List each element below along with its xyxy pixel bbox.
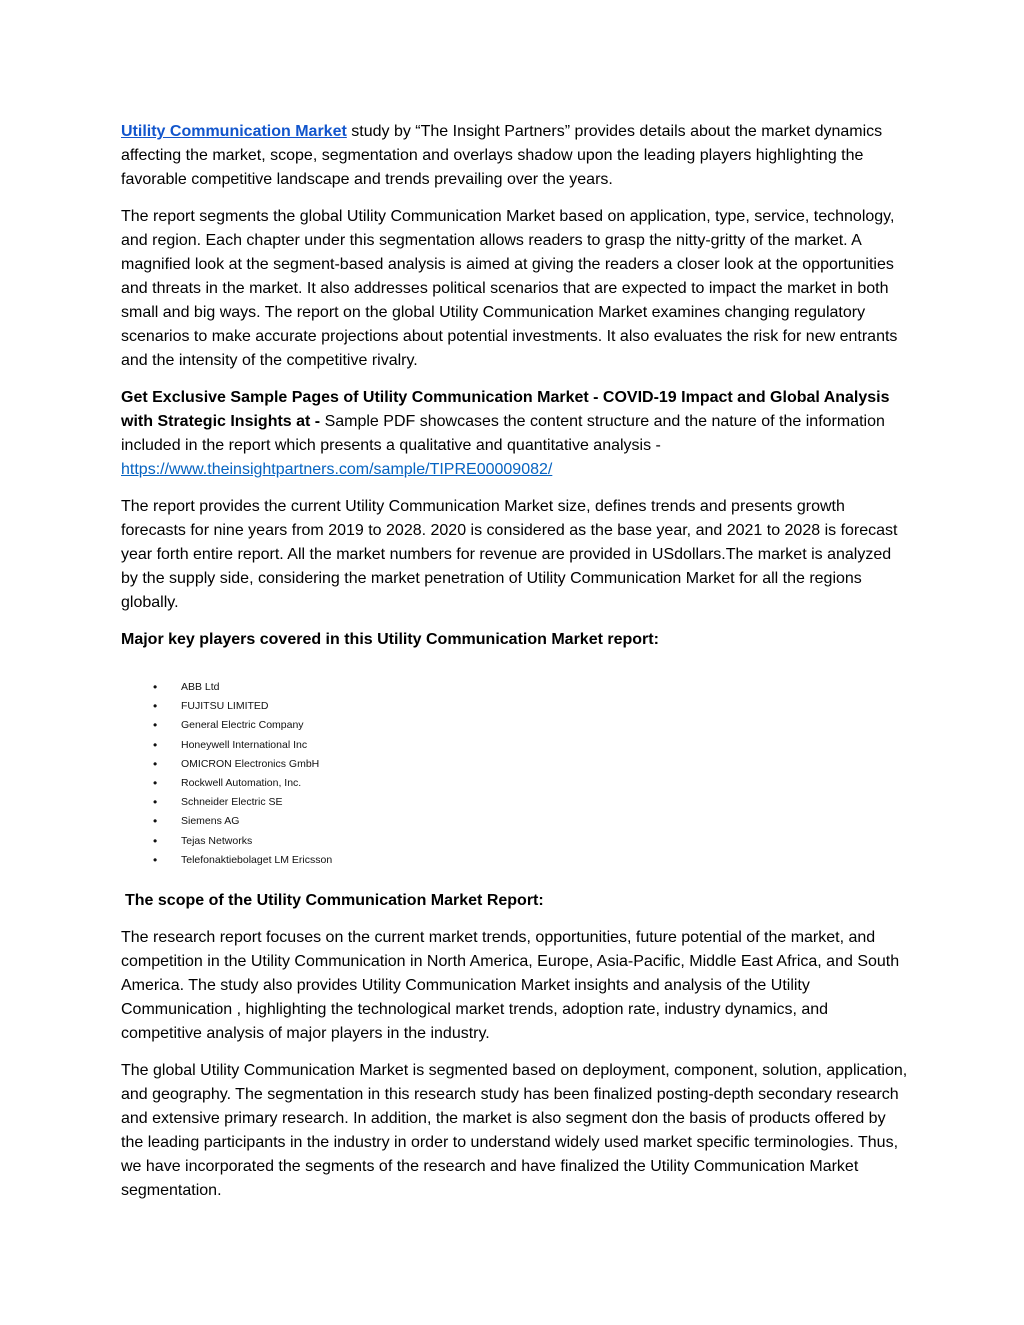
players-list — [121, 678, 911, 870]
bullet-icon: • — [153, 776, 158, 791]
player-name: Honeywell International Inc — [181, 738, 308, 751]
list-item — [121, 755, 911, 774]
sample-paragraph — [121, 386, 911, 482]
list-item — [121, 832, 911, 851]
scope-paragraph: The research report focuses on the current market trends, opportunities, future potential of the market, and competition in the Utility Communication in North America, Europe, Asia-Pacific, Middle East Africa, and South America. The study also provides Utility Communication Market insights and analysis of the Utility Communication , highlighting the technological market trends, adoption rate, industry dynamics, and competitive analysis of major players in the industry. — [121, 929, 900, 1043]
bullet-icon: • — [153, 814, 158, 829]
player-name: Tejas Networks — [181, 834, 253, 847]
sample-bold-text: Get Exclusive Sample Pages of Utility Communication Market - COVID-19 Impact and Global Analysis with Strategic Insights at - — [121, 389, 890, 430]
bullet-icon: • — [153, 737, 158, 752]
bullet-icon: • — [153, 833, 158, 848]
sample-text: Sample PDF showcases the content structure and the nature of the information included in the report which presents a qualitative and quantitative analysis - — [121, 413, 885, 454]
forecast-paragraph: The report provides the current Utility Communication Market size, defines trends and presents growth forecasts for nine years from 2019 to 2028. 2020 is considered as the base year, and 2021 to 2028 is forecast year forth entire report. All the market numbers for revenue are provided in USdollars.The market is analyzed by the supply side, considering the market penetration of Utility Communication Market for all the regions globally. — [121, 498, 898, 611]
bullet-icon: • — [153, 852, 158, 867]
list-item — [121, 736, 911, 755]
bullet-icon: • — [153, 756, 158, 771]
document-page — [121, 120, 911, 1203]
list-item — [121, 697, 911, 716]
list-item — [121, 812, 911, 831]
player-name: OMICRON Electronics GmbH — [181, 757, 320, 770]
sample-url-link[interactable]: https://www.theinsightpartners.com/sample/TIPRE00009082/ — [121, 461, 553, 478]
segments-paragraph: The report segments the global Utility Communication Market based on application, type, service, technology, and region. Each chapter under this segmentation allows readers to grasp the nitty-gritty of the market. A magnified look at the segment-based analysis is aimed at giving the readers a closer look at the opportunities and threats in the market. It also addresses political scenarios that are expected to impact the market in both small and big ways. The report on the global Utility Communication Market examines changing regulatory scenarios to make accurate projections about potential investments. It also evaluates the risk for new entrants and the intensity of the competitive rivalry. — [121, 208, 898, 369]
player-name: ABB Ltd — [181, 681, 220, 693]
player-name: Schneider Electric SE — [181, 796, 283, 809]
list-item — [121, 793, 911, 812]
player-name: FUJITSU LIMITED — [181, 700, 269, 713]
market-title-link[interactable]: Utility Communication Market — [121, 123, 347, 140]
list-item — [121, 851, 911, 870]
bullet-icon: • — [153, 699, 158, 714]
intro-paragraph — [121, 120, 911, 192]
list-item — [121, 678, 911, 697]
segmentation-paragraph: The global Utility Communication Market is segmented based on deployment, component, solution, application, and geography. The segmentation in this research study has been finalized posting-depth secondary research and extensive primary research. In addition, the market is also segment don the basis of products offered by the leading participants in the industry in order to understand widely used market specific terminologies. Thus, we have incorporated the segments of the research and have finalized the Utility Communication Market segmentation. — [121, 1062, 908, 1200]
list-item — [121, 774, 911, 793]
player-name: Rockwell Automation, Inc. — [181, 777, 302, 790]
players-heading: Major key players covered in this Utility Communication Market report: — [121, 631, 659, 648]
player-name: Telefonaktiebolaget LM Ericsson — [181, 853, 333, 866]
player-name: Siemens AG — [181, 815, 240, 828]
scope-heading: The scope of the Utility Communication Market Report: — [125, 892, 544, 910]
intro-text: study by “The Insight Partners” provides details about the market dynamics affecting the market, scope, segmentation and overlays shadow upon the leading players highlighting the favorable competitive landscape and trends prevailing over the years. — [121, 123, 883, 188]
bullet-icon: • — [153, 795, 158, 810]
bullet-icon: • — [153, 680, 158, 694]
player-name: General Electric Company — [181, 719, 304, 732]
bullet-icon: • — [153, 718, 158, 733]
list-item — [121, 716, 911, 735]
